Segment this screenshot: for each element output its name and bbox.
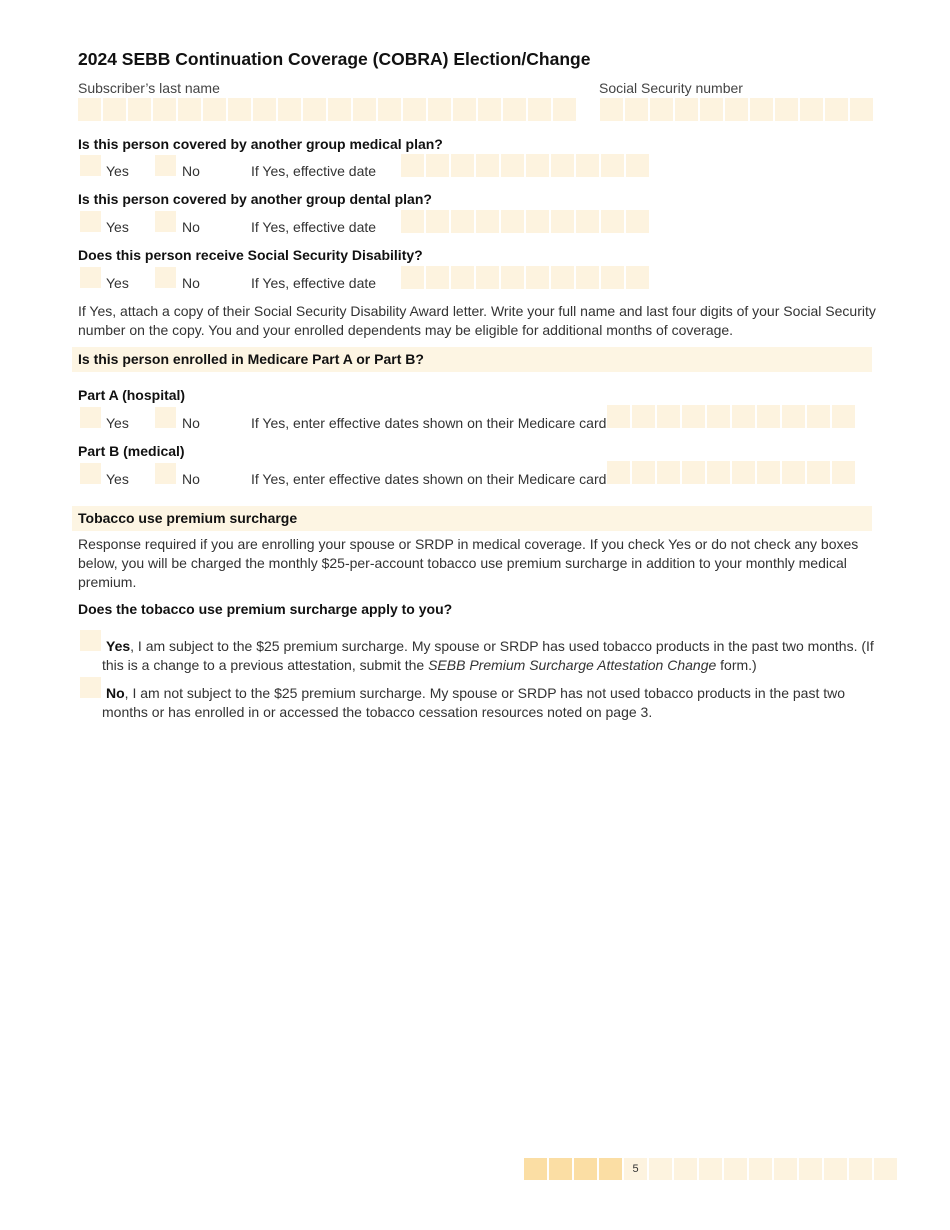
part-a-label: Part A (hospital)	[78, 387, 186, 403]
disability-date-label: If Yes, effective date	[251, 275, 377, 291]
medical-question: Is this person covered by another group medical plan?	[78, 136, 443, 152]
part-b-label: Part B (medical)	[78, 443, 185, 459]
dental-yes-label: Yes	[106, 219, 129, 235]
dental-question: Is this person covered by another group dental plan?	[78, 191, 432, 207]
tobacco-yes-text: , I am subject to the $25 premium surcharge. My spouse or SRDP has used tobacco products in the past two months. (If this is a change to a previous attestation, submit the	[102, 638, 874, 673]
part-a-no-checkbox[interactable]	[155, 407, 176, 428]
last-name-field[interactable]	[78, 98, 576, 121]
tobacco-question: Does the tobacco use premium surcharge apply to you?	[78, 601, 453, 617]
tobacco-no-bold: No	[106, 685, 125, 701]
part-a-date-field[interactable]	[607, 405, 855, 428]
medical-date-field[interactable]	[401, 154, 649, 177]
part-b-yes-checkbox[interactable]	[80, 463, 101, 484]
tobacco-no-text: , I am not subject to the $25 premium surcharge. My spouse or SRDP has not used tobacco products in the past two months or has enrolled in or accessed the tobacco cessation resources noted on page 3.	[102, 685, 846, 720]
tobacco-no-checkbox[interactable]	[80, 677, 101, 698]
tobacco-yes-bold: Yes	[106, 638, 131, 654]
tobacco-heading-band	[72, 506, 872, 531]
last-name-label: Subscriber’s last name	[78, 80, 220, 96]
part-a-yes-label: Yes	[106, 415, 129, 431]
tobacco-yes-tail: form.)	[716, 657, 757, 673]
disability-yes-checkbox[interactable]	[80, 267, 101, 288]
dental-no-label: No	[182, 219, 200, 235]
tobacco-yes-checkbox[interactable]	[80, 630, 101, 651]
attestation-form-name: SEBB Premium Surcharge Attestation Change	[428, 657, 717, 673]
dental-date-label: If Yes, effective date	[251, 219, 377, 235]
dental-no-checkbox[interactable]	[155, 211, 176, 232]
part-b-yes-label: Yes	[106, 471, 129, 487]
medical-date-label: If Yes, effective date	[251, 163, 377, 179]
disability-no-label: No	[182, 275, 200, 291]
part-a-date-label: If Yes, enter effective dates shown on their Medicare card	[251, 415, 607, 431]
tobacco-heading: Tobacco use premium surcharge	[78, 510, 298, 526]
part-b-date-label: If Yes, enter effective dates shown on their Medicare card	[251, 471, 607, 487]
part-b-no-label: No	[182, 471, 200, 487]
medicare-heading: Is this person enrolled in Medicare Part A or Part B?	[78, 351, 424, 367]
tobacco-yes-option	[102, 637, 877, 675]
page-indicator	[524, 1158, 897, 1180]
medical-yes-checkbox[interactable]	[80, 155, 101, 176]
medicare-heading-band	[72, 347, 872, 372]
page-title: 2024 SEBB Continuation Coverage (COBRA) Election/Change	[78, 49, 591, 69]
medical-yes-label: Yes	[106, 163, 129, 179]
part-b-no-checkbox[interactable]	[155, 463, 176, 484]
dental-yes-checkbox[interactable]	[80, 211, 101, 232]
disability-date-field[interactable]	[401, 266, 649, 289]
tobacco-no-option	[102, 684, 872, 722]
tobacco-intro: Response required if you are enrolling your spouse or SRDP in medical coverage. If you check Yes or do not check any boxes below, you will be charged the monthly $25-per-account tobacco use premium surcharge in addition to your monthly medical premium.	[78, 536, 859, 590]
ssn-field[interactable]	[600, 98, 873, 121]
medical-no-checkbox[interactable]	[155, 155, 176, 176]
disability-yes-label: Yes	[106, 275, 129, 291]
part-a-no-label: No	[182, 415, 200, 431]
ssn-label: Social Security number	[599, 80, 743, 96]
part-b-date-field[interactable]	[607, 461, 855, 484]
dental-date-field[interactable]	[401, 210, 649, 233]
disability-note: If Yes, attach a copy of their Social Security Disability Award letter. Write your full name and last four digits of your Social Security number on the copy. You and your enrolled dependents may be eligible for additional months of coverage.	[78, 303, 876, 338]
medical-no-label: No	[182, 163, 200, 179]
disability-no-checkbox[interactable]	[155, 267, 176, 288]
disability-question: Does this person receive Social Security Disability?	[78, 247, 423, 263]
part-a-yes-checkbox[interactable]	[80, 407, 101, 428]
page-number: 5	[624, 1158, 647, 1180]
